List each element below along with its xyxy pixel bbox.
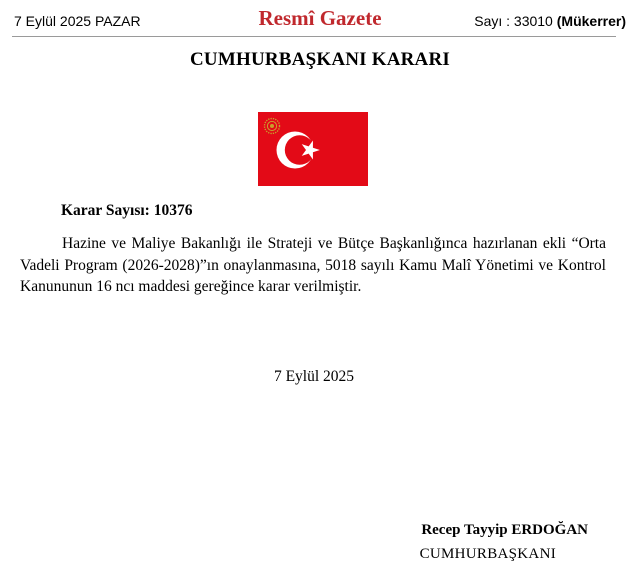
gazette-header xyxy=(0,0,640,38)
signer-title: CUMHURBAŞKANI xyxy=(419,546,556,562)
document-title: CUMHURBAŞKANI KARARI xyxy=(190,49,450,70)
header-divider xyxy=(12,36,616,37)
decision-number: Karar Sayısı: 10376 xyxy=(61,202,193,219)
gazette-masthead: Resmî Gazete xyxy=(258,6,382,30)
issue-number-label: Sayı : 33010 xyxy=(474,13,553,29)
signer-name: Recep Tayyip ERDOĞAN xyxy=(421,522,588,538)
issue-date: 7 Eylül 2025 PAZAR xyxy=(14,13,141,29)
decision-body: Hazine ve Maliye Bakanlığı ile Strateji ve Bütçe Başkanlığınca hazırlanan ekli “Orta Vadeli Program (2026-2028)”ın onaylanmasına, 5018 sayılı Kamu Malî Yönetimi ve Kontrol Kanununun 16 ncı maddesi gereğince karar verilmiştir. xyxy=(20,235,606,295)
signature-date: 7 Eylül 2025 xyxy=(273,368,355,385)
issue-note: (Mükerrer) xyxy=(556,13,626,29)
issue-number xyxy=(474,13,626,29)
turkish-flag-icon xyxy=(258,112,368,186)
